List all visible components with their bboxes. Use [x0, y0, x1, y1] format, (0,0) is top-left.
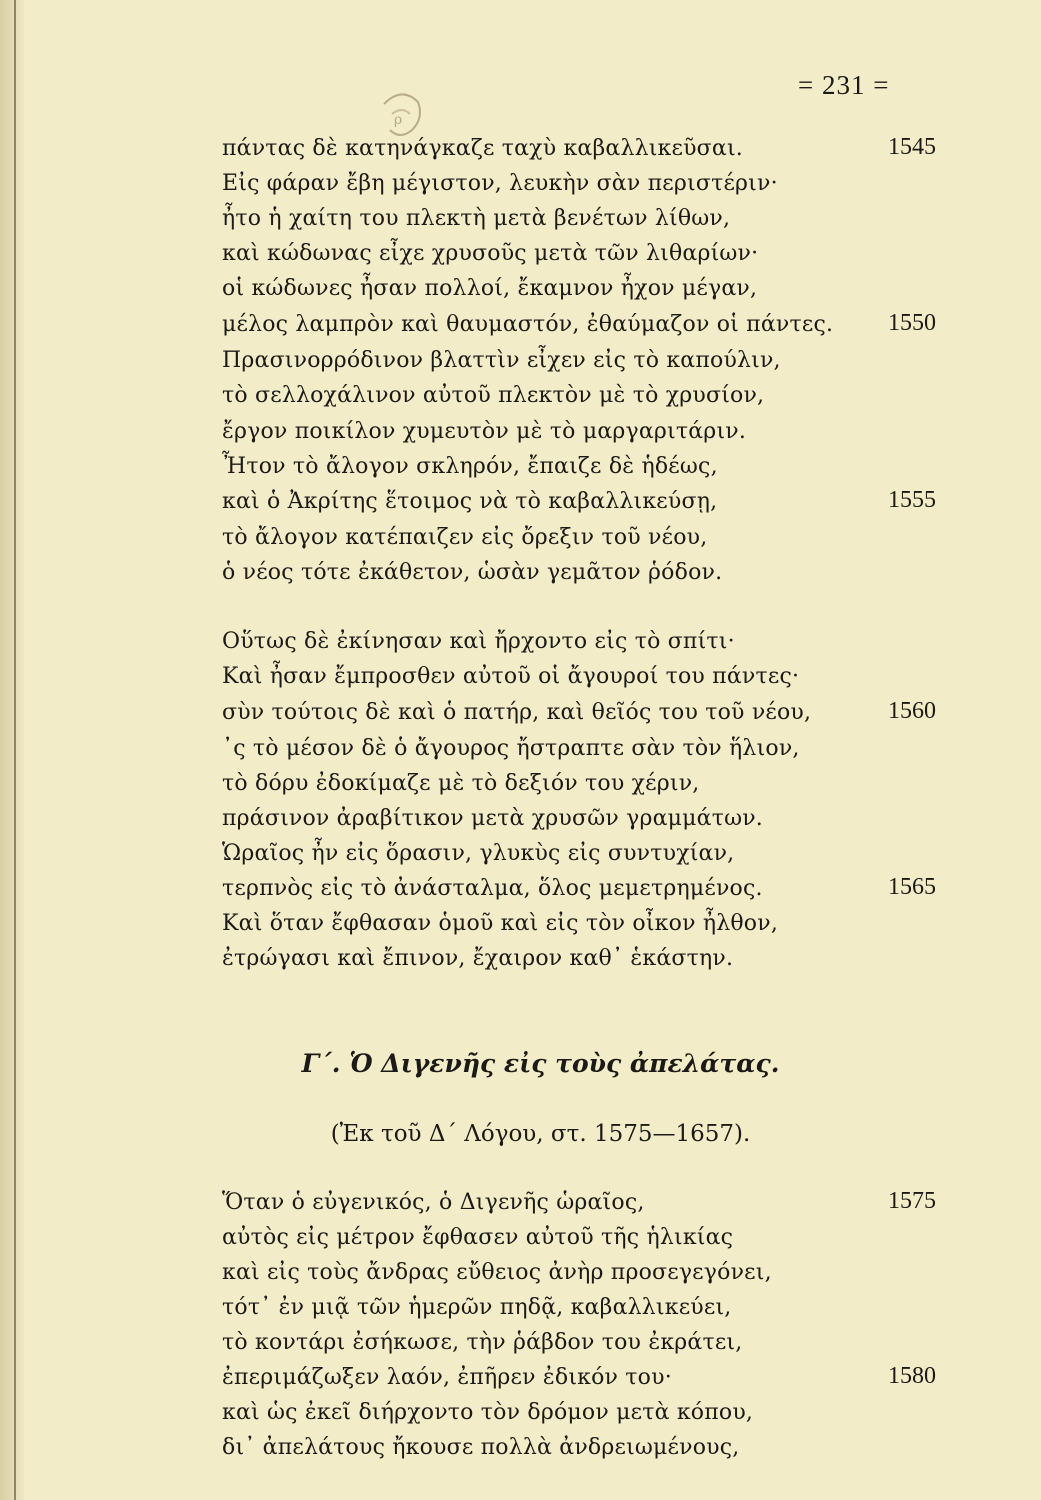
verse-line: τὸ σελλοχάλινον αὐτοῦ πλεκτὸν μὲ τὸ χρυσίον, [222, 383, 765, 408]
line-number: 1545 [888, 134, 936, 160]
verse-line: οἱ κώδωνες ἦσαν πολλοί, ἔκαμνον ἦχον μέγαν, [222, 276, 758, 301]
line-number: 1565 [888, 874, 936, 900]
page-number: = 231 = [798, 70, 890, 100]
verse-line: καὶ κώδωνας εἶχε χρυσοῦς μετὰ τῶν λιθαρίων· [222, 241, 759, 266]
verse-line: αὐτὸς εἰς μέτρον ἔφθασεν αὐτοῦ τῆς ἡλικίας [222, 1225, 734, 1250]
verse-line: ἔργον ποικίλον χυμευτὸν μὲ τὸ μαργαριτάριν. [222, 419, 747, 444]
verse-line: τὸ κοντάρι ἐσήκωσε, τὴν ῥάβδον του ἐκράτει, [222, 1330, 743, 1355]
library-stamp-mark [372, 84, 430, 144]
verse-line: ἐπεριμάζωξεν λαόν, ἐπῆρεν ἐδικόν του· [222, 1365, 672, 1390]
binding-edge [14, 0, 16, 1500]
verse-line: Εἰς φάραν ἔβη μέγιστον, λευκὴν σὰν περιστέριν· [222, 171, 778, 196]
svg-text:ρ: ρ [394, 112, 403, 128]
line-number: 1575 [888, 1188, 936, 1214]
section-source: (Ἐκ τοῦ Δ΄ Λόγου, στ. 1575—1657). [330, 1121, 751, 1147]
verse-line: ἦτο ἡ χαίτη του πλεκτὴ μετὰ βενέτων λίθων, [222, 206, 731, 231]
verse-line: τὸ ἄλογον κατέπαιζεν εἰς ὄρεξιν τοῦ νέου, [222, 525, 708, 550]
verse-line: σὺν τούτοις δὲ καὶ ὁ πατήρ, καὶ θεῖός του τοῦ νέου, [222, 700, 812, 725]
line-number: 1555 [888, 487, 936, 513]
verse-line: Οὕτως δὲ ἐκίνησαν καὶ ἤρχοντο εἰς τὸ σπίτι· [222, 629, 735, 654]
verse-line: ὁ νέος τότε ἐκάθετον, ὡσὰν γεμᾶτον ῥόδον. [222, 560, 723, 585]
verse-line: καὶ ὡς ἐκεῖ διήρχοντο τὸν δρόμον μετὰ κόπου, [222, 1400, 754, 1425]
verse-line: Ὅταν ὁ εὐγενικός, ὁ Διγενῆς ὡραῖος, [222, 1190, 645, 1215]
verse-line: τερπνὸς εἰς τὸ ἀνάσταλμα, ὅλος μεμετρημένος. [222, 876, 763, 901]
verse-line: πράσινον ἀραβίτικον μετὰ χρυσῶν γραμμάτων. [222, 806, 763, 831]
verse-line: τότ᾽ ἐν μιᾷ τῶν ἡμερῶν πηδᾷ, καβαλλικεύει, [222, 1295, 732, 1320]
line-number: 1580 [888, 1363, 936, 1389]
verse-line: Ἦτον τὸ ἄλογον σκληρόν, ἔπαιζε δὲ ἡδέως, [222, 454, 718, 479]
verse-line: δι᾽ ἀπελάτους ἤκουσε πολλὰ ἀνδρειωμένους, [222, 1435, 740, 1460]
verse-line: πάντας δὲ κατηνάγκαζε ταχὺ καβαλλικεῦσαι. [222, 136, 743, 161]
verse-line: Καὶ ὅταν ἔφθασαν ὁμοῦ καὶ εἰς τὸν οἶκον ἦλθον, [222, 911, 779, 936]
verse-line: ἐτρώγασι καὶ ἔπινον, ἔχαιρον καθ᾽ ἑκάστην. [222, 946, 734, 971]
verse-line: καὶ εἰς τοὺς ἄνδρας εὔθειος ἀνὴρ προσεγεγόνει, [222, 1260, 772, 1285]
verse-line: Καὶ ἦσαν ἔμπροσθεν αὐτοῦ οἱ ἄγουροί του πάντες· [222, 664, 800, 689]
verse-line: ᾽ς τὸ μέσον δὲ ὁ ἄγουρος ἤστραπτε σὰν τὸν ἥλιον, [222, 736, 800, 761]
line-number: 1560 [888, 698, 936, 724]
page-gutter [0, 0, 24, 1500]
line-number: 1550 [888, 310, 936, 336]
verse-line: Πρασινορρόδινον βλαττὶν εἶχεν εἰς τὸ καπούλιν, [222, 348, 781, 373]
section-title: Γ΄. Ὁ Διγενῆς εἰς τοὺς ἀπελάτας. [301, 1049, 780, 1078]
verse-line: Ὡραῖος ἦν εἰς ὅρασιν, γλυκὺς εἰς συντυχίαν, [222, 841, 735, 866]
verse-line: τὸ δόρυ ἐδοκίμαζε μὲ τὸ δεξιόν του χέριν, [222, 771, 700, 796]
verse-line: μέλος λαμπρὸν καὶ θαυμαστόν, ἐθαύμαζον οἱ πάντες. [222, 312, 834, 337]
verse-line: καὶ ὁ Ἀκρίτης ἕτοιμος νὰ τὸ καβαλλικεύσῃ, [222, 489, 718, 514]
